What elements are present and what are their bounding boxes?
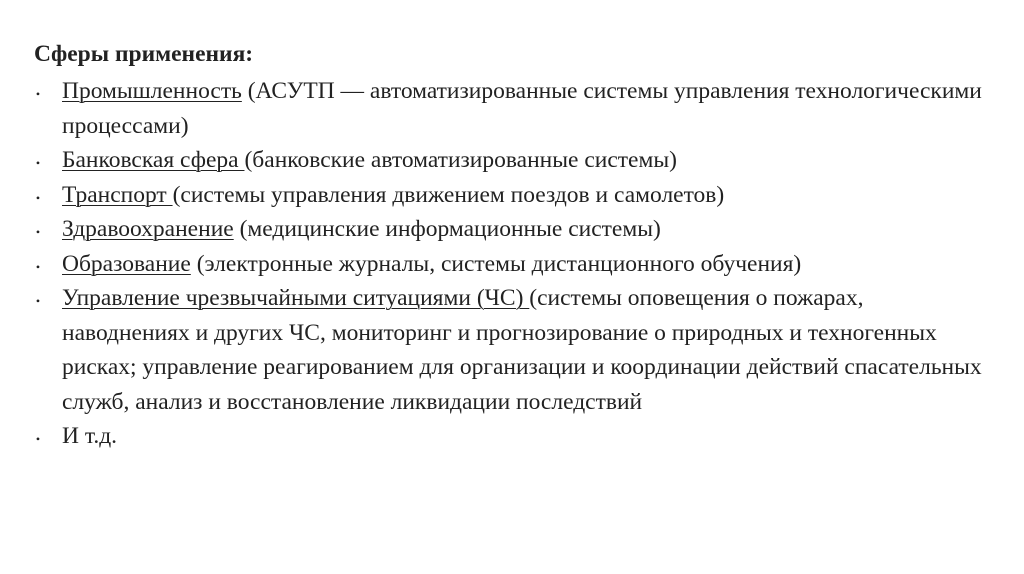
list-item-education	[28, 247, 988, 282]
bullet-icon: •	[35, 87, 41, 101]
application-areas-list	[28, 74, 988, 454]
list-item-transport	[28, 178, 988, 213]
item-description: (медицинские информационные системы)	[233, 216, 661, 242]
item-description: (банковские автоматизированные системы)	[244, 147, 677, 173]
item-term: Управление чрезвычайными ситуациями (ЧС)	[62, 285, 530, 311]
item-term: Здравоохранение	[62, 216, 234, 242]
item-description: (АСУТП — автоматизированные системы управления технологическими процессами)	[62, 78, 988, 139]
item-term: Банковская сфера	[62, 147, 245, 173]
slide-heading: Сферы применения:	[34, 41, 254, 67]
item-description: (системы оповещения о пожарах, наводнениях и других ЧС, мониторинг и прогнозирование о природных и техногенных рисках; управление реагированием для организации и координации действий спасательных служб, анализ и восстановление ликвидации последствий	[62, 285, 988, 415]
list-item-industry	[28, 74, 988, 143]
list-item-etc	[28, 419, 988, 454]
list-item-healthcare	[28, 212, 988, 247]
bullet-icon: •	[35, 432, 41, 446]
bullet-icon: •	[35, 190, 41, 205]
item-description: И т.д.	[62, 423, 118, 449]
item-term: Промышленность	[62, 78, 242, 104]
item-description: (системы управления движением поездов и самолетов)	[172, 181, 725, 208]
list-item-emergency	[28, 281, 988, 419]
item-description: (электронные журналы, системы дистанционного обучения)	[190, 250, 802, 277]
bullet-icon: •	[35, 225, 41, 239]
item-term: Транспорт	[62, 181, 173, 208]
bullet-icon: •	[35, 156, 41, 170]
bullet-icon: •	[35, 259, 41, 274]
item-term: Образование	[62, 250, 191, 277]
bullet-icon: •	[35, 294, 41, 308]
list-item-banking	[28, 143, 988, 178]
